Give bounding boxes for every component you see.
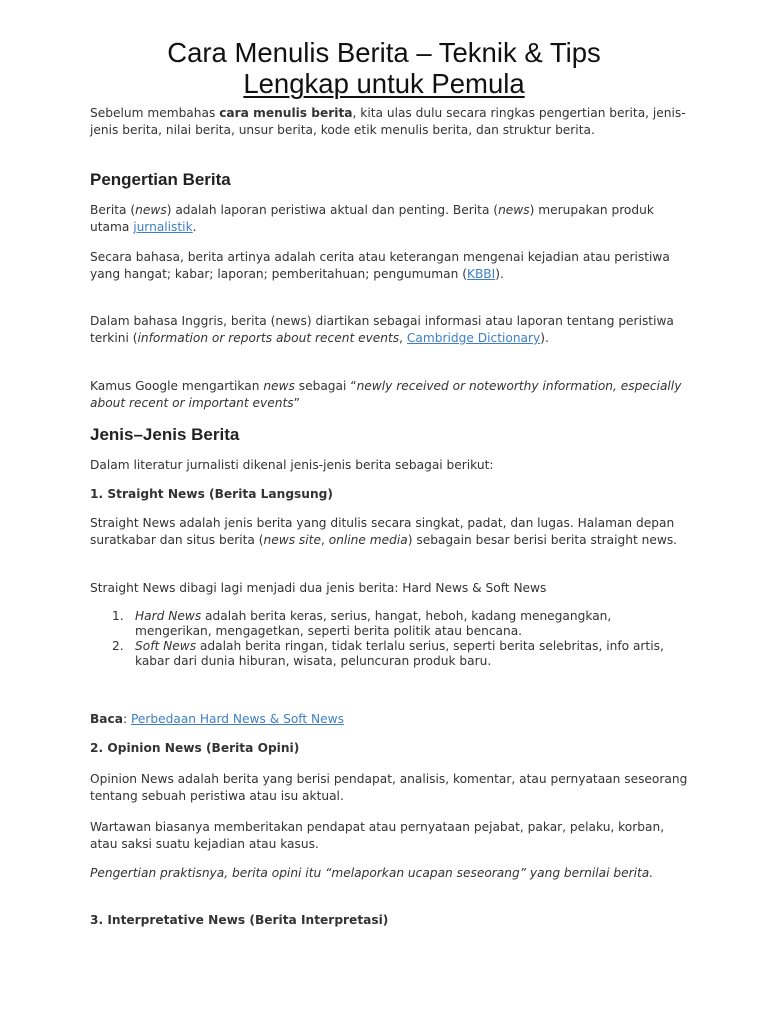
heading-opinion-news: 2. Opinion News (Berita Opini) <box>90 741 300 755</box>
link-cambridge-dictionary[interactable]: Cambridge Dictionary <box>406 331 541 345</box>
link-jurnalistik[interactable]: jurnalistik <box>133 220 193 234</box>
list-item: 2. Soft News adalah berita ringan, tidak terlalu serius, seperti berita selebritas, info artis, kabar dari dunia hiburan, wisata, peluncuran produk baru. <box>112 639 664 668</box>
opinion-news-paragraph-2: Wartawan biasanya memberitakan pendapat atau pernyataan pejabat, pakar, pelaku, korban, atau saksi suatu kejadian atau kasus. <box>90 820 665 851</box>
pengertian-paragraph-4: Kamus Google mengartikan news sebagai “newly received or noteworthy information, especially about recent or important events” <box>90 379 682 410</box>
heading-pengertian-berita: Pengertian Berita <box>90 170 231 189</box>
heading-interpretative-news: 3. Interpretative News (Berita Interpretasi) <box>90 913 389 927</box>
straight-news-paragraph-1: Straight News adalah jenis berita yang ditulis secara singkat, padat, dan lugas. Halaman depan suratkabar dan situs berita (news site, online media) sebagain besar berisi berita straight news. <box>90 516 678 547</box>
pengertian-paragraph-3: Dalam bahasa Inggris, berita (news) diartikan sebagai informasi atau laporan tentang peristiwa terkini (information or reports about recent events, Cambridge Dictionary). <box>90 314 674 345</box>
jenis-paragraph-1: Dalam literatur jurnalisti dikenal jenis-jenis berita sebagai berikut: <box>90 458 494 472</box>
news-type-list <box>90 609 680 669</box>
intro-paragraph: Sebelum membahas cara menulis berita, kita ulas dulu secara ringkas pengertian berita, jenis-jenis berita, nilai berita, unsur berita, kode etik menulis berita, dan struktur berita. <box>90 106 686 137</box>
baca-line: Baca: Perbedaan Hard News & Soft News <box>90 712 344 726</box>
page-title <box>40 37 728 99</box>
title-line-1: Cara Menulis Berita – Teknik & Tips <box>167 37 601 68</box>
opinion-news-paragraph-3: Pengertian praktisnya, berita opini itu “melaporkan ucapan seseorang” yang bernilai berita. <box>90 866 654 880</box>
title-line-2: Lengkap untuk Pemula <box>243 68 525 99</box>
straight-news-paragraph-2: Straight News dibagi lagi menjadi dua jenis berita: Hard News & Soft News <box>90 581 547 595</box>
opinion-news-paragraph-1: Opinion News adalah berita yang berisi pendapat, analisis, komentar, atau pernyataan seseorang tentang sebuah peristiwa atau isu aktual. <box>90 772 688 803</box>
pengertian-paragraph-1: Berita (news) adalah laporan peristiwa aktual dan penting. Berita (news) merupakan produk utama jurnalistik. <box>90 203 654 234</box>
pengertian-paragraph-2: Secara bahasa, berita artinya adalah cerita atau keterangan mengenai kejadian atau peristiwa yang hangat; kabar; laporan; pemberitahuan; pengumuman (KBBI). <box>90 250 670 281</box>
link-kbbi[interactable]: KBBI <box>466 267 496 281</box>
list-item: 1. Hard News adalah berita keras, serius, hangat, heboh, kadang menegangkan, mengerikan, mengagetkan, seperti berita politik atau bencana. <box>112 609 612 638</box>
heading-straight-news: 1. Straight News (Berita Langsung) <box>90 487 333 501</box>
link-perbedaan-hard-soft-news[interactable]: Perbedaan Hard News & Soft News <box>130 712 344 726</box>
heading-jenis-jenis-berita: Jenis–Jenis Berita <box>90 425 240 444</box>
